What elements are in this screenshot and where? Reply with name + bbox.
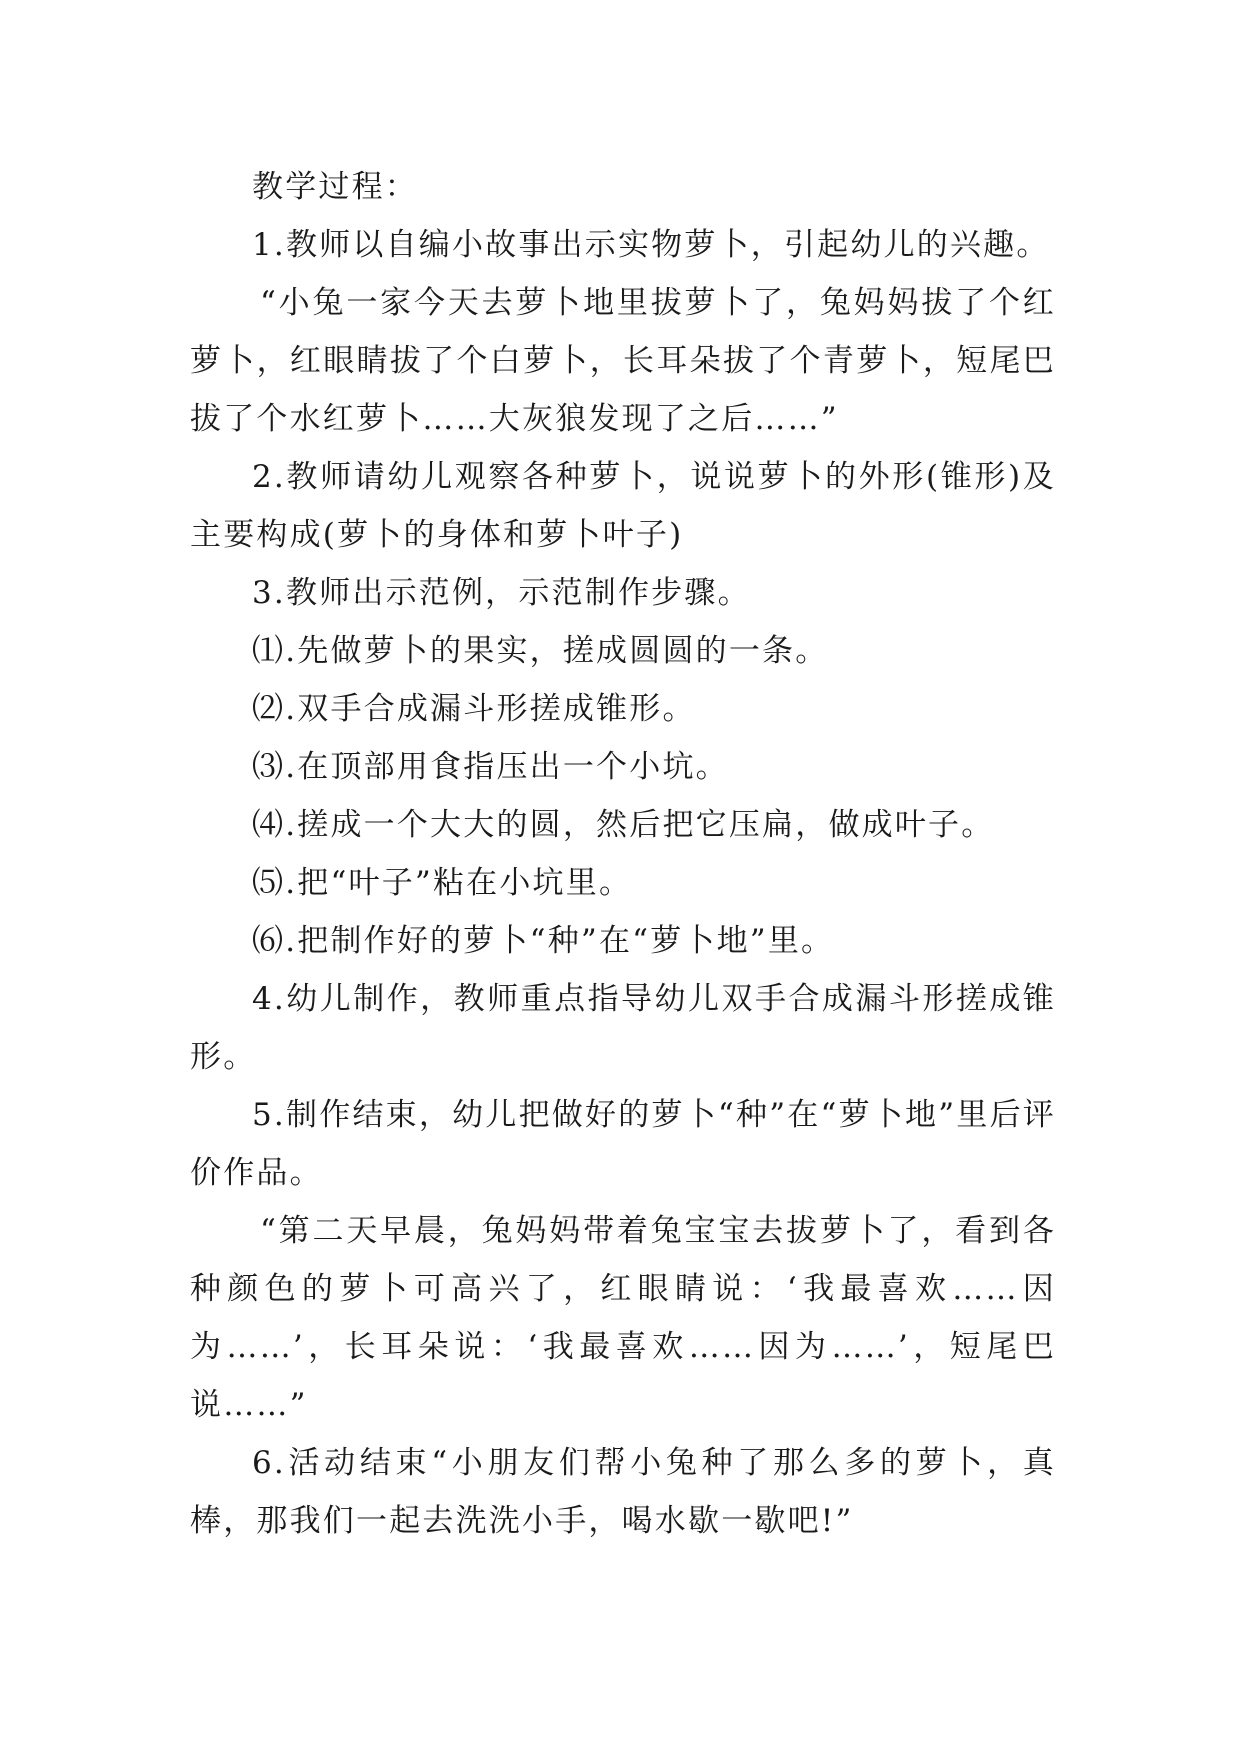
substep-3-paragraph: ⑶.在顶部用食指压出一个小坑。 — [252, 749, 729, 785]
next-day-quote-paragraph: “第二天早晨，兔妈妈带着兔宝宝去拔萝卜了，看到各种颜色的萝卜可高兴了，红眼睛说：‘我最喜欢……因为……’，长耳朵说：‘我最喜欢……因为……’，短尾巴说……” — [190, 1213, 1056, 1423]
step-2-paragraph: 2.教师请幼儿观察各种萝卜，说说萝卜的外形(锥形)及主要构成(萝卜的身体和萝卜叶子) — [190, 459, 1056, 553]
step-5-paragraph: 5.制作结束，幼儿把做好的萝卜“种”在“萝卜地”里后评价作品。 — [190, 1097, 1056, 1191]
substep-2-paragraph: ⑵.双手合成漏斗形搓成锥形。 — [252, 691, 696, 727]
step-3-paragraph: 3.教师出示范例，示范制作步骤。 — [252, 575, 751, 611]
story-quote-paragraph: “小兔一家今天去萝卜地里拔萝卜了，兔妈妈拔了个红萝卜，红眼睛拔了个白萝卜，长耳朵拔了个青萝卜，短尾巴拔了个水红萝卜……大灰狼发现了之后……” — [190, 285, 1056, 437]
substep-6-paragraph: ⑹.把制作好的萝卜“种”在“萝卜地”里。 — [252, 923, 835, 959]
substep-1-paragraph: ⑴.先做萝卜的果实，搓成圆圆的一条。 — [252, 633, 829, 669]
document-body — [190, 158, 1056, 1550]
section-heading: 教学过程： — [252, 169, 418, 205]
step-4-paragraph: 4.幼儿制作，教师重点指导幼儿双手合成漏斗形搓成锥形。 — [190, 981, 1056, 1075]
step-6-paragraph: 6.活动结束“小朋友们帮小兔种了那么多的萝卜，真棒，那我们一起去洗洗小手，喝水歇一歇吧!” — [190, 1445, 1056, 1539]
step-1-paragraph: 1.教师以自编小故事出示实物萝卜，引起幼儿的兴趣。 — [252, 227, 1050, 263]
substep-5-paragraph: ⑸.把“叶子”粘在小坑里。 — [252, 865, 633, 901]
substep-4-paragraph: ⑷.搓成一个大大的圆，然后把它压扁，做成叶子。 — [252, 807, 995, 843]
